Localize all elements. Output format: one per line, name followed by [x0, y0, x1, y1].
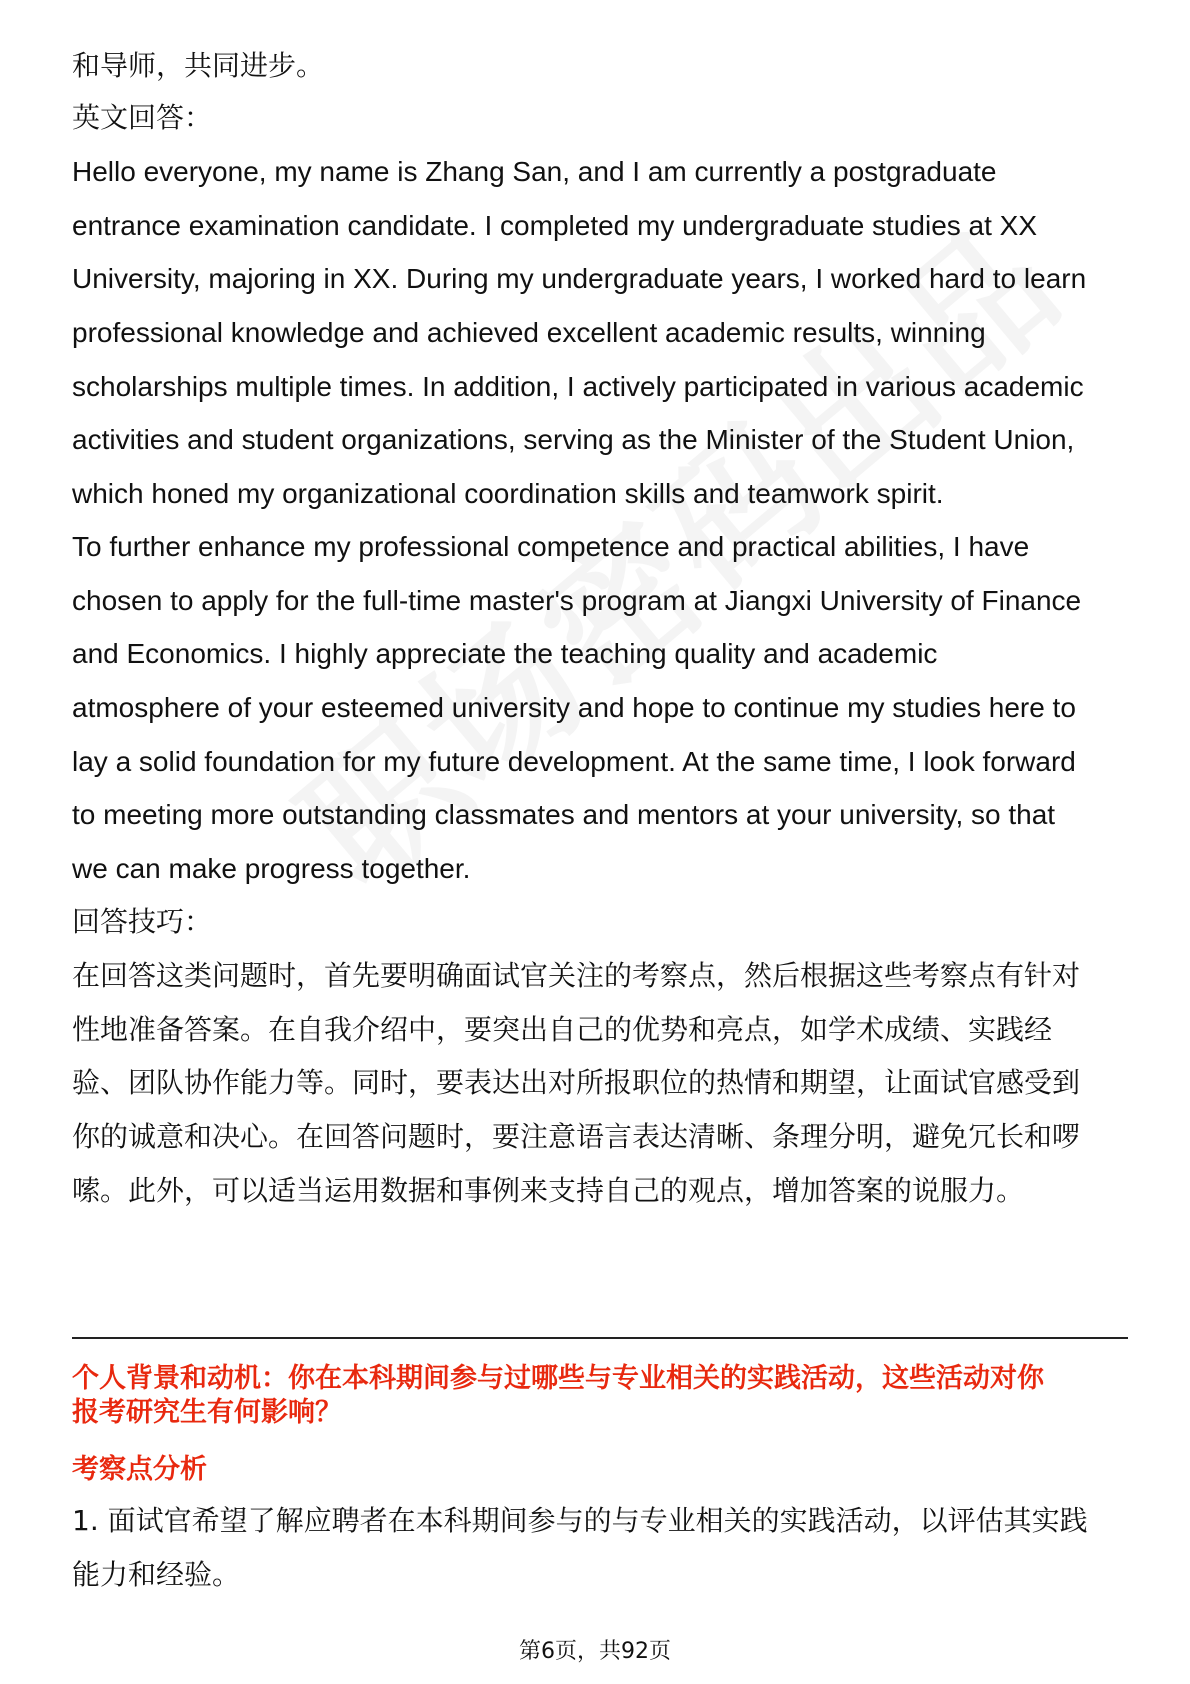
tips-line: 嗦。此外，可以适当运用数据和事例来支持自己的观点，增加答案的说服力。: [72, 1174, 1025, 1207]
english-answer-line: activities and student organizations, serving as the Minister of the Student Union,: [72, 424, 1075, 455]
tips-line: 性地准备答案。在自我介绍中，要突出自己的优势和亮点，如学术成绩、实践经: [72, 1013, 1053, 1046]
english-answer-line: to meeting more outstanding classmates and mentors at your university, so that: [72, 799, 1056, 830]
paragraph-continuation: 和导师，共同进步。: [72, 49, 325, 82]
page-number: 第6页，共92页: [519, 1639, 671, 1664]
english-answer-line: which honed my organizational coordination skills and teamwork spirit.: [72, 478, 944, 509]
english-answer-line: Hello everyone, my name is Zhang San, and I am currently a postgraduate: [72, 156, 997, 187]
english-answer-line: and Economics. I highly appreciate the teaching quality and academic: [72, 638, 938, 669]
english-answer-line: we can make progress together.: [72, 853, 471, 884]
english-answer-heading: 英文回答：: [72, 101, 213, 134]
english-answer-line: entrance examination candidate. I completed my undergraduate studies at XX: [72, 210, 1038, 241]
tips-line: 在回答这类问题时，首先要明确面试官关注的考察点，然后根据这些考察点有针对: [72, 959, 1081, 992]
english-answer-line: professional knowledge and achieved excellent academic results, winning: [72, 317, 986, 348]
tips-line: 你的诚意和决心。在回答问题时，要注意语言表达清晰、条理分明，避免冗长和啰: [72, 1120, 1081, 1153]
english-answer-line: University, majoring in XX. During my undergraduate years, I worked hard to learn: [72, 263, 1087, 294]
english-answer-line: chosen to apply for the full-time master's program at Jiangxi University of Finance: [72, 585, 1082, 616]
english-answer-line: To further enhance my professional competence and practical abilities, I have: [72, 531, 1030, 562]
tips-line: 验、团队协作能力等。同时，要表达出对所报职位的热情和期望，让面试官感受到: [72, 1066, 1081, 1099]
analysis-line: 1. 面试官希望了解应聘者在本科期间参与的与专业相关的实践活动，以评估其实践: [72, 1504, 1088, 1537]
english-answer-line: lay a solid foundation for my future development. At the same time, I look forward: [72, 746, 1076, 777]
english-answer-line: scholarships multiple times. In addition, I actively participated in various academic: [72, 371, 1084, 402]
question-title-line: 报考研究生有何影响？: [72, 1397, 342, 1428]
analysis-heading: 考察点分析: [72, 1454, 207, 1485]
section-divider: [72, 1337, 1128, 1339]
analysis-line: 能力和经验。: [72, 1558, 241, 1591]
question-title-line: 个人背景和动机：你在本科期间参与过哪些与专业相关的实践活动，这些活动对你: [72, 1363, 1044, 1394]
tips-heading: 回答技巧：: [72, 905, 213, 938]
english-answer-line: atmosphere of your esteemed university and hope to continue my studies here to: [72, 692, 1076, 723]
